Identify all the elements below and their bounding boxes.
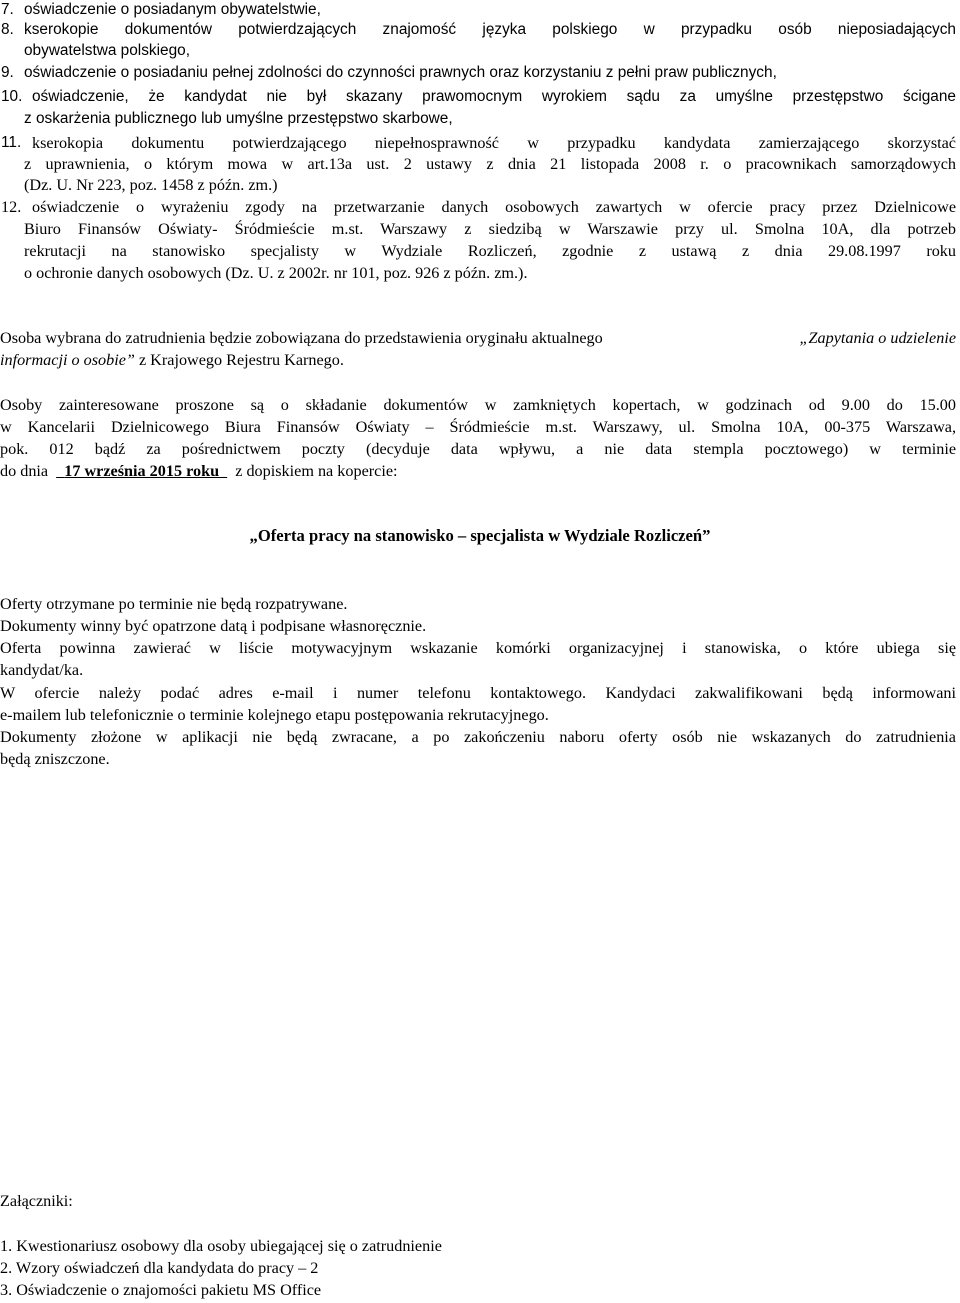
krk-registry: z Krajowego Rejestru Karnego.	[138, 351, 344, 369]
note-late-offers: Oferty otrzymane po terminie nie będą rozpatrywane.	[0, 595, 348, 613]
list-number: 9.	[1, 64, 14, 81]
note-documents-destroyed-line2: będą zniszczone.	[0, 750, 110, 768]
list-item-8-line1: kserokopie dokumentów potwierdzających znajomość języka polskiego w przypadku osób nieposiadających	[24, 21, 956, 38]
list-item-11-line2: z uprawnienia, o którym mowa w art.13a ust. 2 ustawy z dnia 21 listopada 2008 r. o pracownikach samorządowych	[24, 155, 956, 173]
krk-text: Osoba wybrana do zatrudnienia będzie zobowiązana do przedstawienia oryginału aktualnego	[0, 329, 603, 347]
deadline-prefix: do dnia	[0, 462, 49, 480]
list-item-12-line3: rekrutacji na stanowisko specjalisty w Wydziale Rozliczeń, zgodnie z ustawą z dnia 29.08.1997 roku	[24, 242, 956, 260]
list-item-10-line2: z oskarżenia publicznego lub umyślne przestępstwo skarbowe,	[24, 110, 453, 127]
note-signed-documents: Dokumenty winny być opatrzone datą i podpisane własnoręcznie.	[0, 617, 427, 635]
note-motivation-letter-line2: kandydat/ka.	[0, 661, 84, 679]
list-item-10-line1: oświadczenie, że kandydat nie był skazany prawomocnym wyrokiem sądu za umyślne przestępstwo ścigane	[32, 88, 956, 105]
attachments-heading: Załączniki:	[0, 1192, 73, 1210]
krk-paragraph-line1	[0, 328, 956, 349]
list-item-8-line2: obywatelstwa polskiego,	[24, 42, 190, 59]
note-documents-destroyed-line1: Dokumenty złożone w aplikacji nie będą zwracane, a po zakończeniu naboru oferty osób nie wskazanych do zatrudnienia	[0, 728, 956, 746]
deadline-suffix: z dopiskiem na kopercie:	[235, 462, 398, 480]
list-item-12-line1: oświadczenie o wyrażeniu zgody na przetwarzanie danych osobowych zawartych w ofercie pracy przez Dzielnicowe	[32, 198, 956, 216]
attachment-item-2: 2. Wzory oświadczeń dla kandydata do pracy – 2	[0, 1259, 319, 1277]
list-item-11-line3: (Dz. U. Nr 223, poz. 1458 z późn. zm.)	[24, 176, 278, 194]
envelope-title: „Oferta pracy na stanowisko – specjalista w Wydziale Rozliczeń”	[249, 526, 711, 545]
deadline-line3: pok. 012 bądź za pośrednictwem poczty (decyduje data wpływu, a nie data stempla pocztowego) w terminie	[0, 440, 956, 458]
note-contact-line2: e-mailem lub telefonicznie o terminie kolejnego etapu postępowania rekrutacyjnego.	[0, 706, 549, 724]
list-number: 8.	[1, 21, 14, 38]
attachment-item-3: 3. Oświadczenie o znajomości pakietu MS Office	[0, 1281, 322, 1299]
list-item-12-line4: o ochronie danych osobowych (Dz. U. z 2002r. nr 101, poz. 926 z późn. zm.).	[24, 264, 528, 282]
krk-document-name: „Zapytania o udzielenie	[799, 329, 956, 347]
note-motivation-letter-line1: Oferta powinna zawierać w liście motywacyjnym wskazanie komórki organizacyjnej i stanowiska, o które ubiega się	[0, 639, 956, 657]
list-item-9: oświadczenie o posiadaniu pełnej zdolności do czynności prawnych oraz korzystaniu z pełni praw publicznych,	[24, 64, 777, 81]
list-item-12-line2: Biuro Finansów Oświaty- Śródmieście m.st. Warszawy z siedzibą w Warszawie przy ul. Smolna 10A, dla potrzeb	[24, 220, 956, 238]
list-number: 12.	[1, 198, 22, 216]
deadline-line1: Osoby zainteresowane proszone są o składanie dokumentów w zamkniętych kopertach, w godzinach od 9.00 do 15.00	[0, 396, 956, 414]
krk-paragraph-line2	[0, 350, 600, 371]
list-item-7: oświadczenie o posiadanym obywatelstwie,	[24, 1, 321, 18]
list-number: 10.	[1, 88, 23, 105]
deadline-date: 17 września 2015 roku	[64, 462, 220, 480]
note-contact-line1: W ofercie należy podać adres e-mail i numer telefonu kontaktowego. Kandydaci zakwalifikowani będą informowani	[0, 684, 956, 702]
attachment-item-1: 1. Kwestionariusz osobowy dla osoby ubiegającej się o zatrudnienie	[0, 1237, 442, 1255]
list-item-11-line1: kserokopia dokumentu potwierdzającego niepełnosprawność w przypadku kandydata zamierzającego skorzystać	[32, 134, 956, 152]
deadline-line2: w Kancelarii Dzielnicowego Biura Finansów Oświaty – Śródmieście m.st. Warszawy, ul. Smolna 10A, 00-375 Warszawa,	[0, 418, 956, 436]
list-number: 7.	[1, 1, 14, 18]
deadline-line4	[0, 461, 700, 482]
krk-document-name-cont: informacji o osobie”	[0, 351, 135, 369]
list-number: 11.	[1, 134, 22, 151]
